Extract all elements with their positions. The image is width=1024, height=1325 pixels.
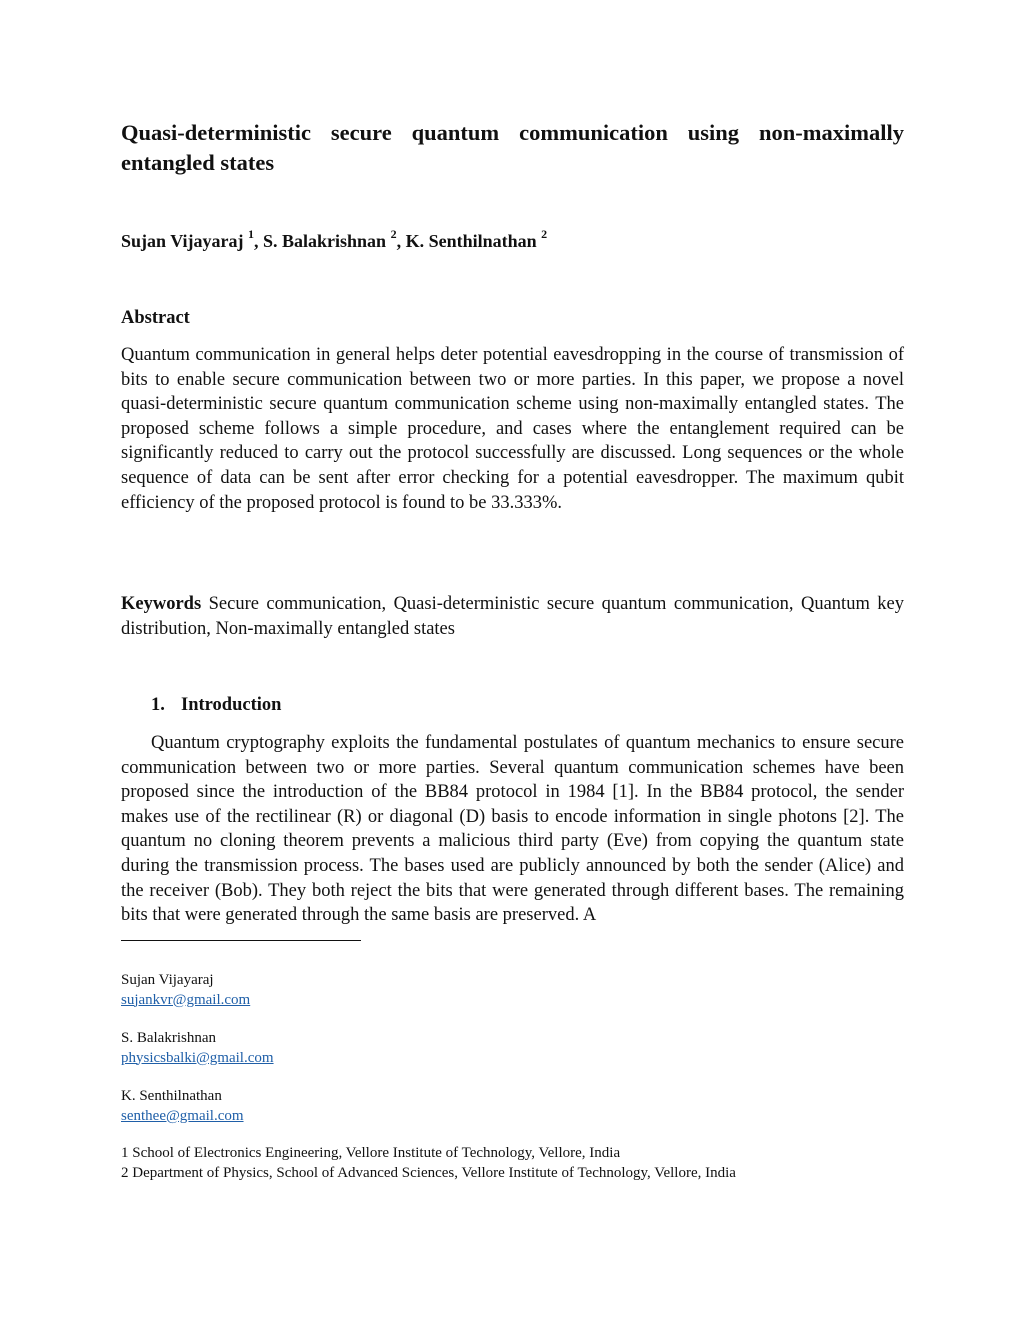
author-affiliation-mark: 2 (541, 227, 548, 241)
introduction-text: Quantum cryptography exploits the fundamental postulates of quantum mechanics to ensure secure communication between two or more parties. Several quantum communication schemes have been proposed since the introduction of the BB84 protocol in 1984 [1]. In the BB84 protocol, the sender makes use of the rectilinear (R) or diagonal (D) basis to encode information in single photons [2]. The quantum no cloning theorem prevents a malicious third party (Eve) from copying the quantum state during the transmission process. The bases used are publicly announced by both the sender (Alice) and the receiver (Bob). They both reject the bits that were generated through different bases. The remaining bits that were generated through the same basis are preserved. A (121, 733, 904, 926)
keywords (121, 592, 904, 641)
footnote-divider (121, 940, 361, 941)
author-name: S. Balakrishnan (263, 231, 387, 251)
author-affiliation-mark: 1 (248, 227, 255, 241)
keywords-text: Secure communication, Quasi-deterministic secure quantum communication, Quantum key distribution, Non-maximally entangled states (121, 594, 904, 639)
affiliation-line: 1 School of Electronics Engineering, Vellore Institute of Technology, Vellore, India (121, 1145, 621, 1161)
email-link[interactable]: senthee@gmail.com (121, 1107, 244, 1124)
keywords-label: Keywords (121, 594, 202, 614)
author-affiliation-mark: 2 (390, 227, 397, 241)
section-title: Introduction (181, 695, 282, 715)
abstract-heading: Abstract (121, 308, 190, 328)
affiliation-line: 2 Department of Physics, School of Advanced Sciences, Vellore Institute of Technology, Vellore, India (121, 1164, 736, 1181)
footnote-affiliations (121, 1144, 904, 1183)
email-link[interactable]: physicsbalki@gmail.com (121, 1049, 274, 1066)
footnote-contact (121, 1087, 904, 1126)
abstract-text: Quantum communication in general helps deter potential eavesdropping in the course of transmission of bits to enable secure communication between two or more parties. In this paper, we propose a novel quasi-deterministic secure quantum communication scheme using non-maximally entangled states. The proposed scheme follows a simple procedure, and cases where the entanglement required can be significantly reduced to carry out the protocol successfully are discussed. Long sequences or the whole sequence of data can be sent after error checking for a potential eavesdropper. The maximum qubit efficiency of the proposed protocol is found to be 33.333%. (121, 345, 904, 513)
contact-name: S. Balakrishnan (121, 1030, 216, 1046)
contact-name: Sujan Vijayaraj (121, 972, 214, 988)
author-name: K. Senthilnathan (405, 231, 537, 251)
footnote-contact (121, 971, 904, 1010)
author-list (121, 228, 904, 254)
contact-name: K. Senthilnathan (121, 1088, 222, 1104)
author-separator: , (254, 231, 264, 251)
author-name: Sujan Vijayaraj (121, 231, 244, 251)
section-number: 1. (151, 695, 165, 715)
section-heading-introduction (151, 692, 281, 718)
author-separator: , (396, 231, 406, 251)
footnote-contact (121, 1029, 904, 1068)
paper-title: Quasi-deterministic secure quantum communication using non-maximally entangled states (121, 120, 904, 175)
email-link[interactable]: sujankvr@gmail.com (121, 991, 251, 1008)
